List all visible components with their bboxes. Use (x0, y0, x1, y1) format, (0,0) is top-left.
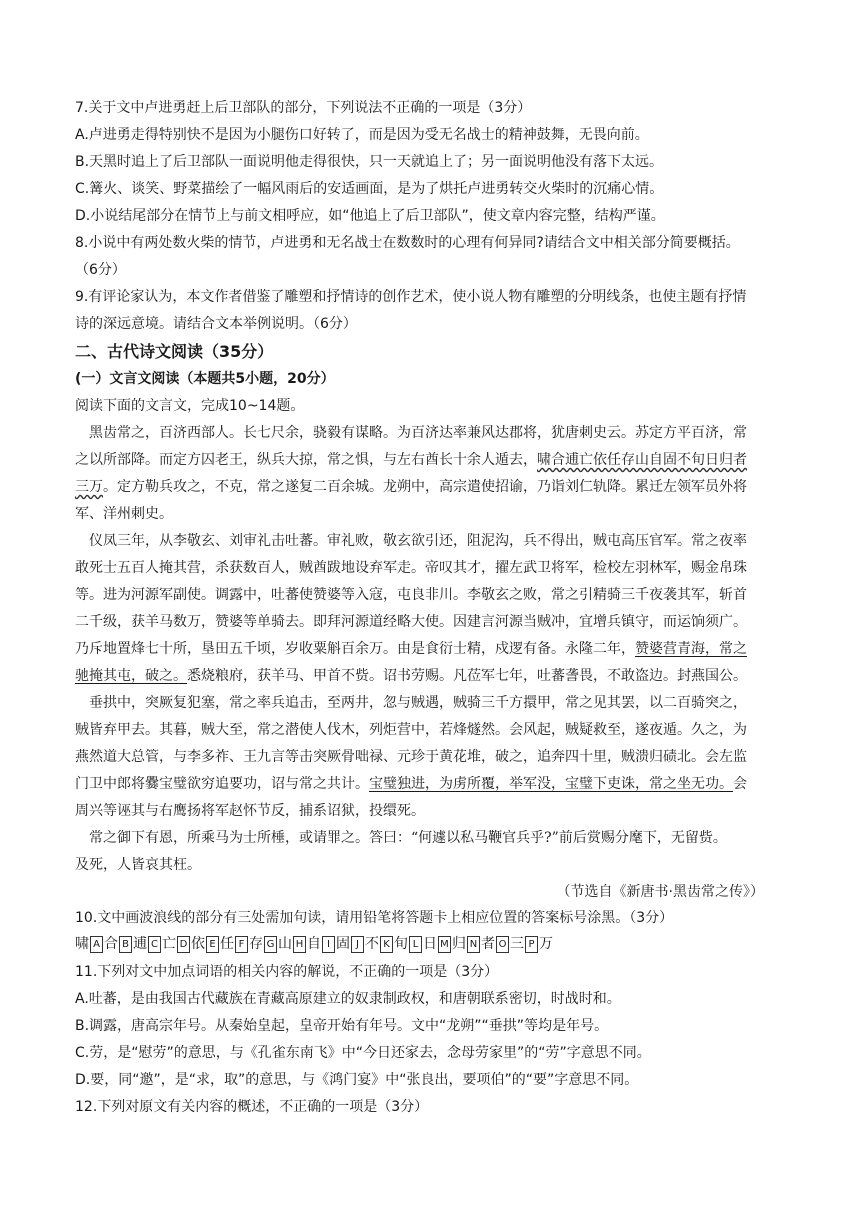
q9-stem-line1: 9.有评论家认为，本文作者借鉴了雕塑和抒情诗的创作艺术，使小说人物有雕塑的分明线条，也使主题有抒情 (75, 289, 747, 305)
punctuation-answer-row (75, 934, 553, 954)
sequence-character: 自 (307, 936, 321, 952)
sequence-character: 固 (336, 936, 350, 952)
q9-stem-line2: 诗的深远意境。请结合文本举例说明。（6分） (75, 316, 357, 332)
passage-p2-line2: 敢死士五百人掩其营，杀获数百人，贼酋跋地设弃军走。帝叹其才，擢左武卫将军，检校左羽林军，赐金帛珠 (75, 560, 747, 576)
underlined-text: 赞婆营青海，常之 (635, 641, 747, 657)
q7-stem: 7.关于文中卢进勇赶上后卫部队的部分，下列说法不正确的一项是（3分） (75, 100, 532, 116)
passage-text: 乃斥地置烽七十所，垦田五千顷，岁收粟斛百余万。由是食衍士精，戍逻有备。永隆二年， (75, 641, 635, 657)
sequence-character: 万 (539, 936, 553, 952)
wavy-underlined-text: 三万 (75, 479, 103, 495)
passage-p1-line4: 军、洋州刺史。 (75, 506, 173, 522)
passage-p2-line4: 二千级，获羊马数万，赞婆等单骑去。即拜河源道经略大使。因建言河源当贼冲，宜增兵镇守，而运饷须广。 (75, 614, 747, 630)
passage-p3-line3: 燕然道大总管，与李多祚、王九言等击突厥骨咄禄、元珍于黄花堆，破之，追奔四十里，贼溃归碛北。会左监 (75, 749, 747, 765)
q11-stem: 11.下列对文中加点词语的相关内容的解说，不正确的一项是（3分） (75, 964, 499, 980)
answer-option-a-box[interactable]: A (90, 936, 103, 953)
sequence-character: 归 (452, 936, 466, 952)
passage-p2-line5 (75, 639, 747, 659)
q11-option-d: D.要，同“邀”，是“求，取”的意思，与《鸿门宴》中“张良出，要项伯”的“要”字意思不同。 (75, 1072, 639, 1088)
sequence-character: 任 (220, 936, 234, 952)
answer-option-f-box[interactable]: F (235, 936, 248, 953)
passage-p1-line1: 黑齿常之，百济西部人。长七尺余，骁毅有谋略。为百济达率兼风达郡将，犹唐刺史云。苏定方平百济，常 (89, 425, 747, 441)
answer-option-j-box[interactable]: J (351, 936, 364, 953)
sequence-character: 山 (278, 936, 292, 952)
answer-option-e-box[interactable]: E (206, 936, 219, 953)
sequence-character: 啸 (75, 936, 89, 952)
passage-p3-line5: 周兴等诬其与右鹰扬将军赵怀节反，捕系诏狱，投缳死。 (75, 803, 425, 819)
q10-stem: 10.文中画波浪线的部分有三处需加句读，请用铅笔将答题卡上相应位置的答案标号涂黑。（3分） (75, 910, 674, 926)
answer-option-g-box[interactable]: G (264, 936, 277, 953)
passage-text: 门卫中郎将爨宝璧欲穷追要功，诏与常之共计。 (75, 776, 369, 792)
sequence-character: 存 (249, 936, 263, 952)
answer-option-n-box[interactable]: N (467, 936, 480, 953)
q12-stem: 12.下列对原文有关内容的概述，不正确的一项是（3分） (75, 1099, 429, 1115)
passage-text: 悉烧粮府，获羊马、甲首不赀。诏书劳赐。凡莅军七年，吐蕃詟畏，不敢盗边。封燕国公。 (187, 668, 747, 684)
sequence-character: 亡 (162, 936, 176, 952)
sequence-character: 合 (104, 936, 118, 952)
passage-text: 之以所部降。而定方囚老王，纵兵大掠，常之惧，与左右酋长十余人遁去， (75, 452, 537, 468)
q7-option-b: B.天黑时追上了后卫部队一面说明他走得很快，只一天就追上了；另一面说明他没有落下太远。 (75, 154, 664, 170)
passage-p3-line2: 贼皆弃甲去。其暮，贼大至，常之潜使人伐木，列炬营中，若烽燧然。会风起，贼疑救至，遂夜遁。久之，为 (75, 722, 747, 738)
sequence-character: 不 (365, 936, 379, 952)
sequence-character: 日 (423, 936, 437, 952)
section-heading: 二、古代诗文阅读（35分） (75, 342, 274, 361)
answer-option-o-box[interactable]: O (496, 936, 509, 953)
q8-stem-line1: 8.小说中有两处数火柴的情节，卢进勇和无名战士在数数时的心理有何异同?请结合文中相关部分简要概括。 (75, 235, 740, 251)
passage-p2-line6 (75, 666, 747, 686)
sequence-character: 旬 (394, 936, 408, 952)
passage-p2-line3: 等。进为河源军副使。调露中，吐蕃使赞婆等入寇，屯良非川。李敬玄之败，常之引精骑三千夜袭其军，斩首 (75, 587, 747, 603)
answer-option-c-box[interactable]: C (148, 936, 161, 953)
passage-p3-line1: 垂拱中，突厥复犯塞，常之率兵追击，至两井，忽与贼遇，贼骑三千方擐甲，常之见其罢，以二百骑突之， (89, 695, 747, 711)
answer-option-i-box[interactable]: I (322, 936, 335, 953)
q7-option-d: D.小说结尾部分在情节上与前文相呼应，如“他追上了后卫部队”，使文章内容完整，结构严谨。 (75, 208, 665, 224)
reading-instruction: 阅读下面的文言文，完成10~14题。 (75, 398, 305, 414)
answer-option-k-box[interactable]: K (380, 936, 393, 953)
q8-stem-line2: （6分） (75, 262, 126, 278)
answer-option-b-box[interactable]: B (119, 936, 132, 953)
sequence-character: 者 (481, 936, 495, 952)
sequence-character: 三 (510, 936, 524, 952)
q7-option-a: A.卢进勇走得特别快不是因为小腿伤口好转了，而是因为受无名战士的精神鼓舞，无畏向前。 (75, 127, 649, 143)
q7-option-c: C.篝火、谈笑、野菜描绘了一幅风雨后的安适画面，是为了烘托卢进勇转交火柴时的沉痛心情。 (75, 181, 664, 197)
answer-option-l-box[interactable]: L (409, 936, 422, 953)
passage-p1-line3 (75, 477, 747, 497)
wavy-underlined-text: 啸合逋亡依任存山自固不旬日归者 (537, 452, 747, 468)
passage-p4-line1: 常之御下有恩，所乘马为士所棰，或请罪之。答曰：“何遽以私马鞭官兵乎?”前后赏赐分麾下，无留赀。 (89, 830, 727, 846)
sequence-character: 依 (191, 936, 205, 952)
underlined-text: 驰掩其屯，破之。 (75, 668, 187, 684)
passage-p4-line2: 及死，人皆哀其枉。 (75, 857, 201, 873)
passage-p2-line1: 仪凤三年，从李敬玄、刘审礼击吐蕃。审礼败，敬玄欲引还，阻泥沟，兵不得出，贼屯高压官军。常之夜率 (89, 533, 747, 549)
sequence-character: 逋 (133, 936, 147, 952)
q11-option-b: B.调露，唐高宗年号。从秦始皇起，皇帝开始有年号。文中“龙朔”“垂拱”等均是年号。 (75, 1018, 609, 1034)
passage-source: （节选自《新唐书·黑齿常之传》） (556, 884, 764, 900)
answer-option-d-box[interactable]: D (177, 936, 190, 953)
underlined-text: 宝璧独进，为虏所覆，举军没，宝璧下吏诛，常之坐无功。 (369, 776, 733, 792)
subsection-heading: (一）文言文阅读（本题共5小题，20分） (75, 371, 335, 387)
answer-option-p-box[interactable]: P (525, 936, 538, 953)
passage-p3-line4 (75, 774, 747, 794)
q11-option-a: A.吐蕃，是由我国古代藏族在青藏高原建立的奴隶制政权，和唐朝联系密切，时战时和。 (75, 991, 621, 1007)
passage-text: 。定方勒兵攻之，不克，常之遂复二百余城。龙朔中，高宗遣使招谕，乃诣刘仁轨降。累迁左领军员外将 (103, 479, 747, 495)
answer-option-h-box[interactable]: H (293, 936, 306, 953)
q11-option-c: C.劳，是“慰劳”的意思，与《孔雀东南飞》中“今日还家去，念母劳家里”的“劳”字意思不同。 (75, 1045, 651, 1061)
passage-p1-line2 (75, 450, 747, 470)
answer-option-m-box[interactable]: M (438, 936, 451, 953)
passage-text: 会 (733, 776, 747, 792)
